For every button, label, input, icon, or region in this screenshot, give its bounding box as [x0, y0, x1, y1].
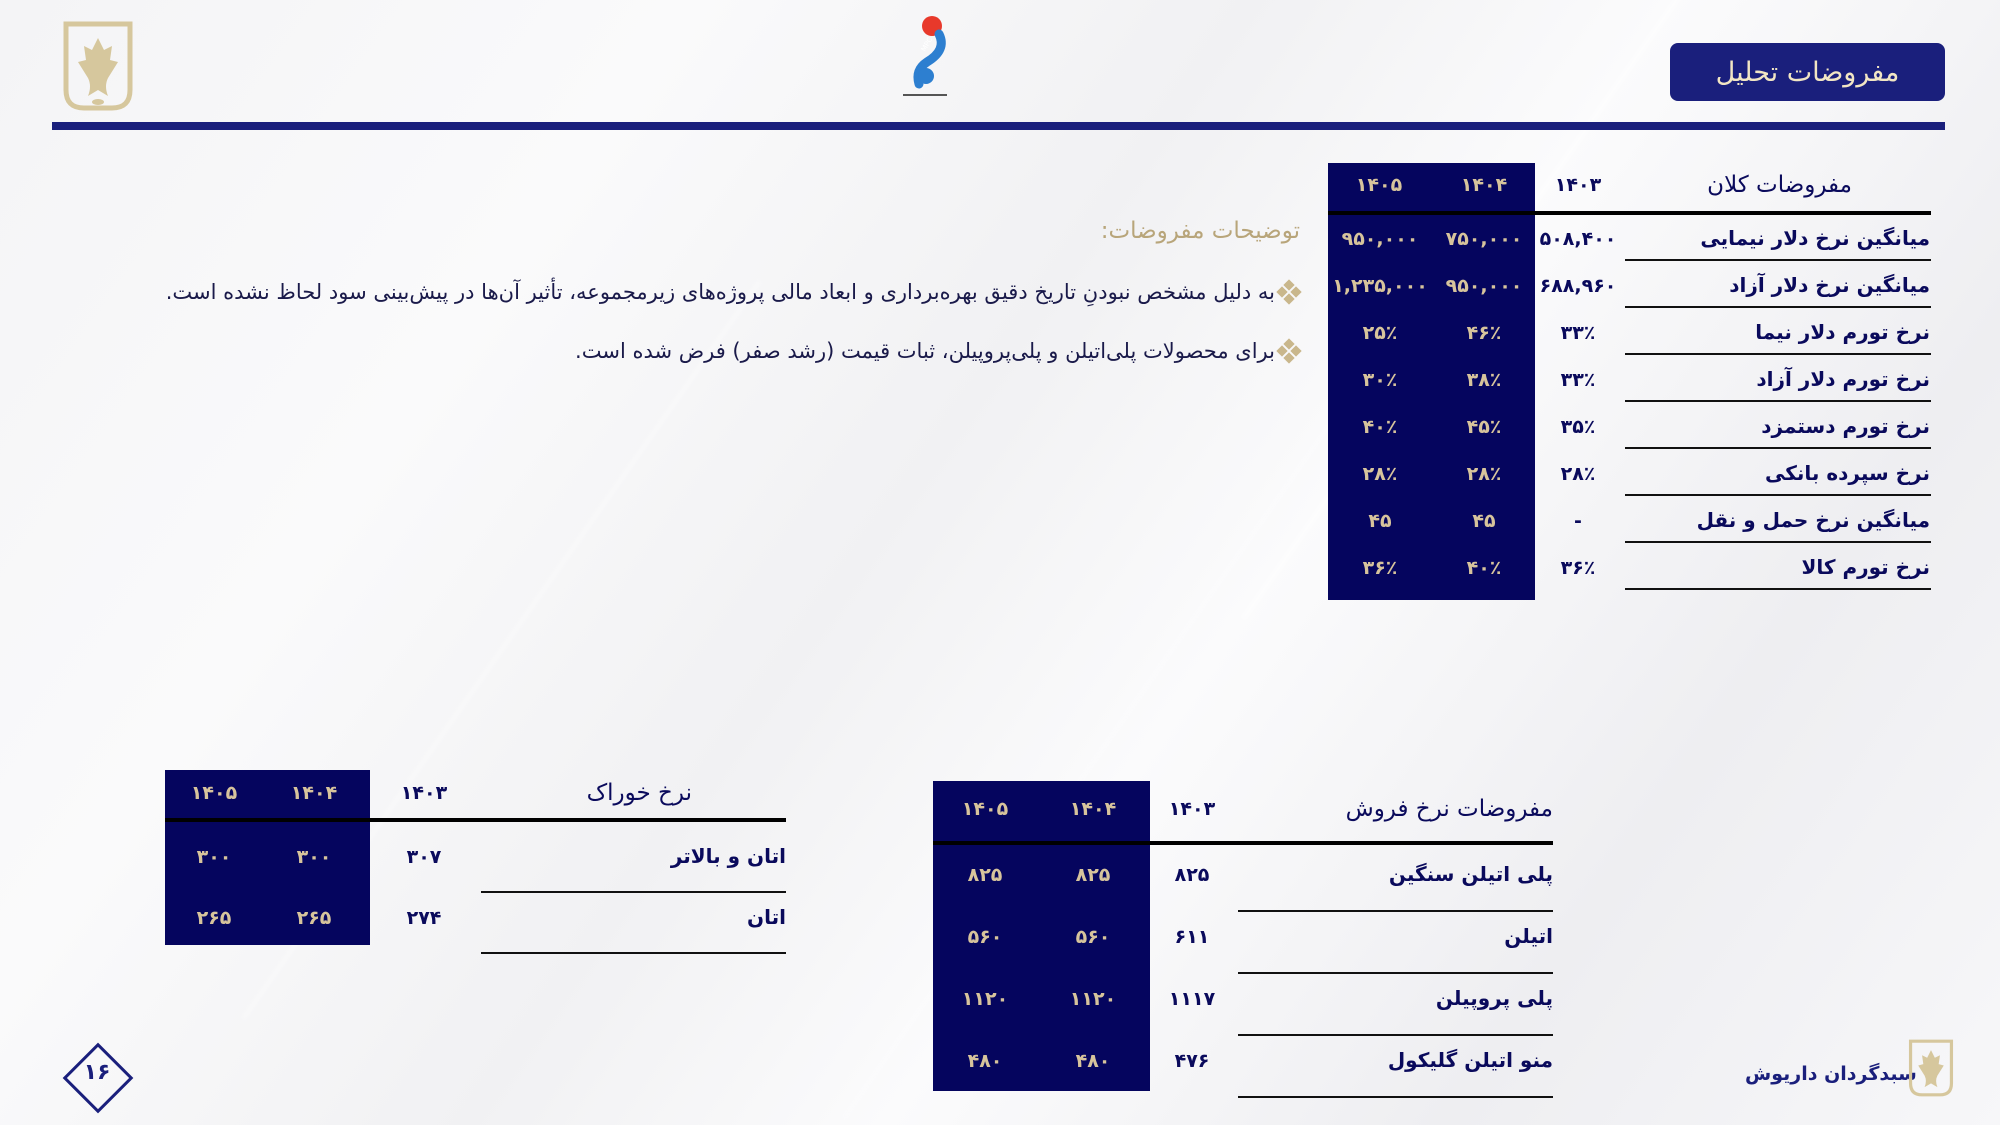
row-divider — [1625, 259, 1931, 261]
feed-table-header-rule — [165, 818, 786, 822]
sales-year-1404: ۱۴۰۴ — [1069, 798, 1117, 820]
row-label: نرخ تورم کالا — [1801, 555, 1930, 579]
macro-year-1403: ۱۴۰۳ — [1554, 174, 1602, 196]
footer-logo-icon — [1908, 1038, 1954, 1098]
row-divider — [1625, 588, 1931, 590]
row-value-۱۴۰۴: ۸۲۵ — [1075, 864, 1111, 886]
row-value-۱۴۰۵: ۴۵ — [1368, 510, 1392, 532]
note-item: به دلیل مشخص نبودنِ تاریخ دقیق بهره‌برداری و ابعاد مالی پروژه‌های زیرمجموعه، تأثیر آن‌ها در پیش‌بینی سود لحاظ نشده است. — [165, 280, 1275, 304]
feed-table-title: نرخ خوراک — [586, 780, 692, 806]
row-value-۱۴۰۴: ۲۸٪ — [1466, 463, 1502, 485]
row-value-۱۴۰۳: ۶۱۱ — [1174, 926, 1210, 948]
row-value-۱۴۰۴: ۲۶۵ — [296, 907, 332, 929]
darius-logo-icon — [62, 20, 134, 112]
row-value-۱۴۰۳: ۸۲۵ — [1174, 864, 1210, 886]
row-value-۱۴۰۳: ۳۵٪ — [1560, 416, 1596, 438]
row-value-۱۴۰۴: ۴۵ — [1472, 510, 1496, 532]
sales-year-1403: ۱۴۰۳ — [1168, 798, 1216, 820]
row-label: نرخ سپرده بانکی — [1764, 461, 1930, 485]
row-value-۱۴۰۳: ۱۱۱۷ — [1168, 988, 1216, 1010]
row-label: نرخ تورم دلار آزاد — [1756, 367, 1930, 391]
row-value-۱۴۰۳: ۲۷۴ — [406, 907, 442, 929]
row-label: نرخ تورم دلار نیما — [1755, 320, 1930, 344]
row-value-۱۴۰۵: ۱۱۲۰ — [961, 988, 1009, 1010]
row-divider — [481, 891, 786, 893]
row-label: منو اتیلن گلیکول — [1387, 1048, 1553, 1072]
page-number: ۱۶ — [83, 1060, 111, 1085]
row-value-۱۴۰۳: ۲۸٪ — [1560, 463, 1596, 485]
notes-title: توضیحات مفروضات: — [1100, 218, 1300, 244]
row-divider — [1238, 1034, 1553, 1036]
header-divider — [52, 122, 1945, 130]
row-label: میانگین نرخ دلار نیمایی — [1700, 226, 1930, 250]
row-value-۱۴۰۳: ۳۳٪ — [1560, 322, 1596, 344]
row-divider — [1625, 353, 1931, 355]
row-value-۱۴۰۴: ۵۶۰ — [1075, 926, 1111, 948]
row-value-۱۴۰۴: ۷۵۰,۰۰۰ — [1445, 228, 1523, 250]
row-value-۱۴۰۳: ۵۰۸,۴۰۰ — [1539, 228, 1617, 250]
row-value-۱۴۰۵: ۱,۲۳۵,۰۰۰ — [1332, 275, 1428, 297]
row-value-۱۴۰۵: ۳۰٪ — [1362, 369, 1398, 391]
macro-year-1405: ۱۴۰۵ — [1355, 174, 1403, 196]
row-value-۱۴۰۳: ۳۳٪ — [1560, 369, 1596, 391]
row-value-۱۴۰۳: ۳۰۷ — [406, 846, 442, 868]
feed-year-1405: ۱۴۰۵ — [190, 782, 238, 804]
row-value-۱۴۰۵: ۴۸۰ — [967, 1050, 1003, 1072]
page-title-box — [1670, 43, 1945, 101]
row-divider — [1238, 1096, 1553, 1098]
row-label: پلی اتیلن سنگین — [1388, 862, 1553, 886]
row-divider — [1238, 910, 1553, 912]
sales-year-1405: ۱۴۰۵ — [961, 798, 1009, 820]
row-divider — [1625, 400, 1931, 402]
row-value-۱۴۰۵: ۲۸٪ — [1362, 463, 1398, 485]
macro-table-title: مفروضات کلان — [1707, 172, 1852, 198]
row-value-۱۴۰۵: ۲۵٪ — [1362, 322, 1398, 344]
feed-year-1404: ۱۴۰۴ — [290, 782, 338, 804]
row-value-۱۴۰۴: ۳۸٪ — [1466, 369, 1502, 391]
row-value-۱۴۰۳: - — [1574, 510, 1582, 532]
macro-year-1404: ۱۴۰۴ — [1460, 174, 1508, 196]
row-value-۱۴۰۴: ۴۶٪ — [1466, 322, 1502, 344]
row-value-۱۴۰۵: ۵۶۰ — [967, 926, 1003, 948]
row-value-۱۴۰۵: ۳۶٪ — [1362, 557, 1398, 579]
row-value-۱۴۰۴: ۳۰۰ — [296, 846, 332, 868]
note-item: برای محصولات پلی‌اتیلن و پلی‌پروپیلن، ثبات قیمت (رشد صفر) فرض شده است. — [575, 339, 1275, 363]
row-label: میانگین نرخ دلار آزاد — [1729, 273, 1930, 297]
row-value-۱۴۰۳: ۴۷۶ — [1174, 1050, 1210, 1072]
diamond-bullet-icon — [1278, 340, 1300, 362]
row-divider — [1625, 494, 1931, 496]
row-label: پلی پروپیلن — [1435, 986, 1553, 1010]
row-value-۱۴۰۴: ۴۸۰ — [1075, 1050, 1111, 1072]
row-value-۱۴۰۴: ۹۵۰,۰۰۰ — [1445, 275, 1523, 297]
row-value-۱۴۰۵: ۸۲۵ — [967, 864, 1003, 886]
row-divider — [1625, 306, 1931, 308]
mpc-logo-icon — [895, 12, 955, 102]
row-label: میانگین نرخ حمل و نقل — [1696, 508, 1930, 532]
row-label: نرخ تورم دستمزد — [1761, 414, 1930, 438]
row-value-۱۴۰۵: ۲۶۵ — [196, 907, 232, 929]
row-divider — [1625, 541, 1931, 543]
row-value-۱۴۰۵: ۹۵۰,۰۰۰ — [1341, 228, 1419, 250]
row-label: اتیلن — [1504, 924, 1553, 948]
row-value-۱۴۰۴: ۱۱۲۰ — [1069, 988, 1117, 1010]
feed-year-1403: ۱۴۰۳ — [400, 782, 448, 804]
page-title: مفروضات تحلیل — [1715, 56, 1900, 88]
footer-brand-name: سبدگردان داریوش — [1745, 1063, 1917, 1085]
macro-table-header-rule — [1328, 211, 1931, 215]
row-divider — [481, 952, 786, 954]
row-divider — [1238, 972, 1553, 974]
row-label: اتان — [747, 905, 786, 929]
row-value-۱۴۰۳: ۳۶٪ — [1560, 557, 1596, 579]
row-value-۱۴۰۵: ۳۰۰ — [196, 846, 232, 868]
row-value-۱۴۰۳: ۶۸۸,۹۶۰ — [1539, 275, 1617, 297]
row-divider — [1625, 447, 1931, 449]
row-label: اتان و بالاتر — [670, 844, 786, 868]
row-value-۱۴۰۴: ۴۰٪ — [1466, 557, 1502, 579]
mpc-logo-text: MPC — [919, 35, 935, 53]
diamond-bullet-icon — [1278, 281, 1300, 303]
row-value-۱۴۰۴: ۴۵٪ — [1466, 416, 1502, 438]
sales-table-title: مفروضات نرخ فروش — [1345, 796, 1553, 822]
row-value-۱۴۰۵: ۴۰٪ — [1362, 416, 1398, 438]
sales-table-header-rule — [933, 841, 1553, 845]
